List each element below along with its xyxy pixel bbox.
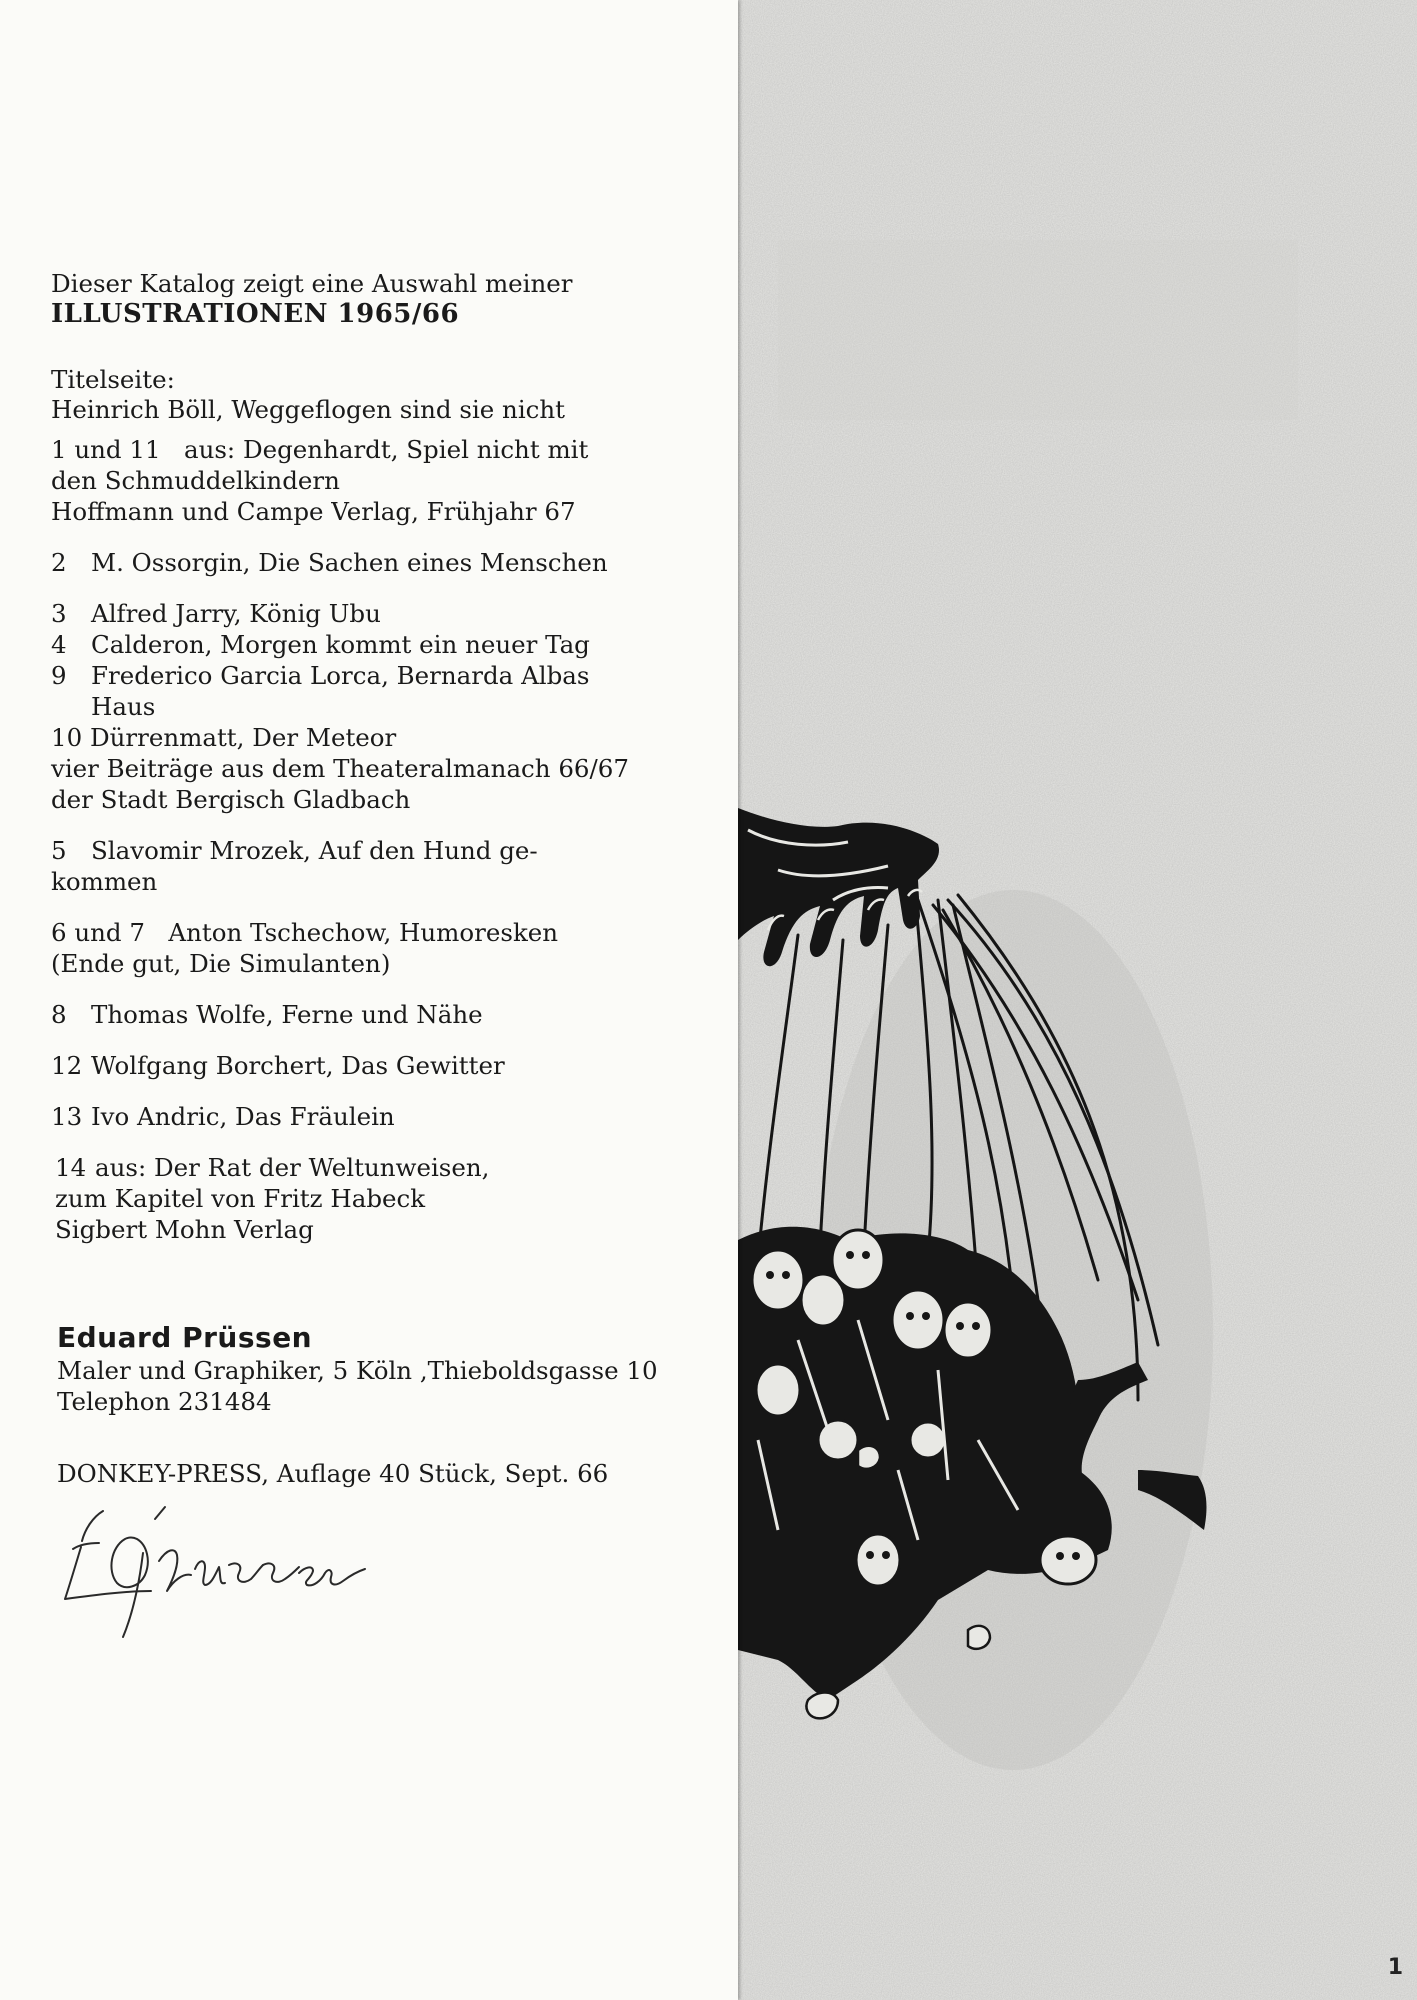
catalog-heading: ILLUSTRATIONEN 1965/66	[51, 299, 460, 329]
entry-6-number: 6 und 7	[51, 918, 145, 947]
author-profession: Maler und Graphiker, 5 Köln ,Thieboldsgasse 10	[57, 1356, 658, 1385]
entry-10-line	[51, 722, 396, 753]
theater-almanac-text: vier Beiträge aus dem Theateralmanach 66/67	[51, 754, 629, 783]
entry-4-text: Calderon, Morgen kommt ein neuer Tag	[91, 630, 590, 659]
entry-14-text: aus: Der Rat der Weltunweisen,	[95, 1153, 490, 1182]
entry-6-line	[51, 917, 558, 948]
title-page-label: Titelseite:	[51, 365, 175, 394]
puppeteer-hand	[738, 808, 939, 966]
entry-2-number: 2	[51, 548, 67, 577]
entry-9-number: 9	[51, 661, 67, 690]
handwritten-signature	[55, 1495, 415, 1645]
author-name: Eduard Prüssen	[57, 1321, 313, 1354]
entry-2-text: M. Ossorgin, Die Sachen eines Menschen	[91, 548, 608, 577]
theater-almanac-text-2: der Stadt Bergisch Gladbach	[51, 785, 411, 814]
entry-14-line	[55, 1152, 489, 1183]
entry-14-text-2: zum Kapitel von Fritz Habeck	[55, 1184, 426, 1213]
entry-1-text: aus: Degenhardt, Spiel nicht mit	[183, 435, 589, 464]
entry-12-line	[51, 1050, 505, 1081]
entry-12-text: Wolfgang Borchert, Das Gewitter	[91, 1051, 505, 1080]
entry-1-text-3: Hoffmann und Campe Verlag, Frühjahr 67	[51, 497, 576, 526]
entry-5-line	[51, 835, 538, 866]
entry-8-number: 8	[51, 1000, 67, 1029]
page-number: 1	[1387, 1955, 1403, 1980]
entry-9-text: Frederico Garcia Lorca, Bernarda Albas	[91, 661, 590, 690]
intro-text: Dieser Katalog zeigt eine Auswahl meiner	[51, 269, 573, 298]
entry-4-number: 4	[51, 630, 67, 659]
press-line: DONKEY-PRESS, Auflage 40 Stück, Sept. 66	[57, 1459, 609, 1488]
entry-3-number: 3	[51, 599, 67, 628]
entry-13-line	[51, 1101, 395, 1132]
entry-14-number: 14	[55, 1153, 87, 1182]
entry-10-number: 10	[51, 723, 83, 752]
entry-3-text: Alfred Jarry, König Ubu	[91, 599, 381, 628]
author-phone: Telephon 231484	[57, 1387, 272, 1416]
entry-6-text: Anton Tschechow, Humoresken	[168, 918, 559, 947]
illustration-panel	[738, 0, 1417, 2000]
entry-14-text-3: Sigbert Mohn Verlag	[55, 1215, 314, 1244]
entry-6-text-2: (Ende gut, Die Simulanten)	[51, 949, 391, 978]
entry-4-line	[51, 629, 590, 660]
puppet-crowd	[738, 1227, 1206, 1718]
entry-13-text: Ivo Andric, Das Fräulein	[91, 1102, 395, 1131]
entry-5-text: Slavomir Mrozek, Auf den Hund ge-	[91, 836, 538, 865]
entry-8-line	[51, 999, 483, 1030]
entry-10-text: Dürrenmatt, Der Meteor	[89, 723, 397, 752]
entry-5-text-2: kommen	[51, 867, 158, 896]
entry-9-line	[51, 660, 589, 691]
entry-5-number: 5	[51, 836, 67, 865]
entry-1-text-2: den Schmuddelkindern	[51, 466, 340, 495]
title-page-text: Heinrich Böll, Weggeflogen sind sie nicht	[51, 395, 566, 424]
entry-1-line	[51, 434, 588, 465]
entry-1-number: 1 und 11	[51, 435, 161, 464]
entry-3-line	[51, 598, 381, 629]
entry-13-number: 13	[51, 1102, 83, 1131]
entry-2-line	[51, 547, 608, 578]
entry-12-number: 12	[51, 1051, 83, 1080]
puppeteer-woodcut-illustration	[738, 0, 1417, 2000]
entry-9-text-2: Haus	[91, 692, 156, 721]
entry-8-text: Thomas Wolfe, Ferne und Nähe	[91, 1000, 483, 1029]
